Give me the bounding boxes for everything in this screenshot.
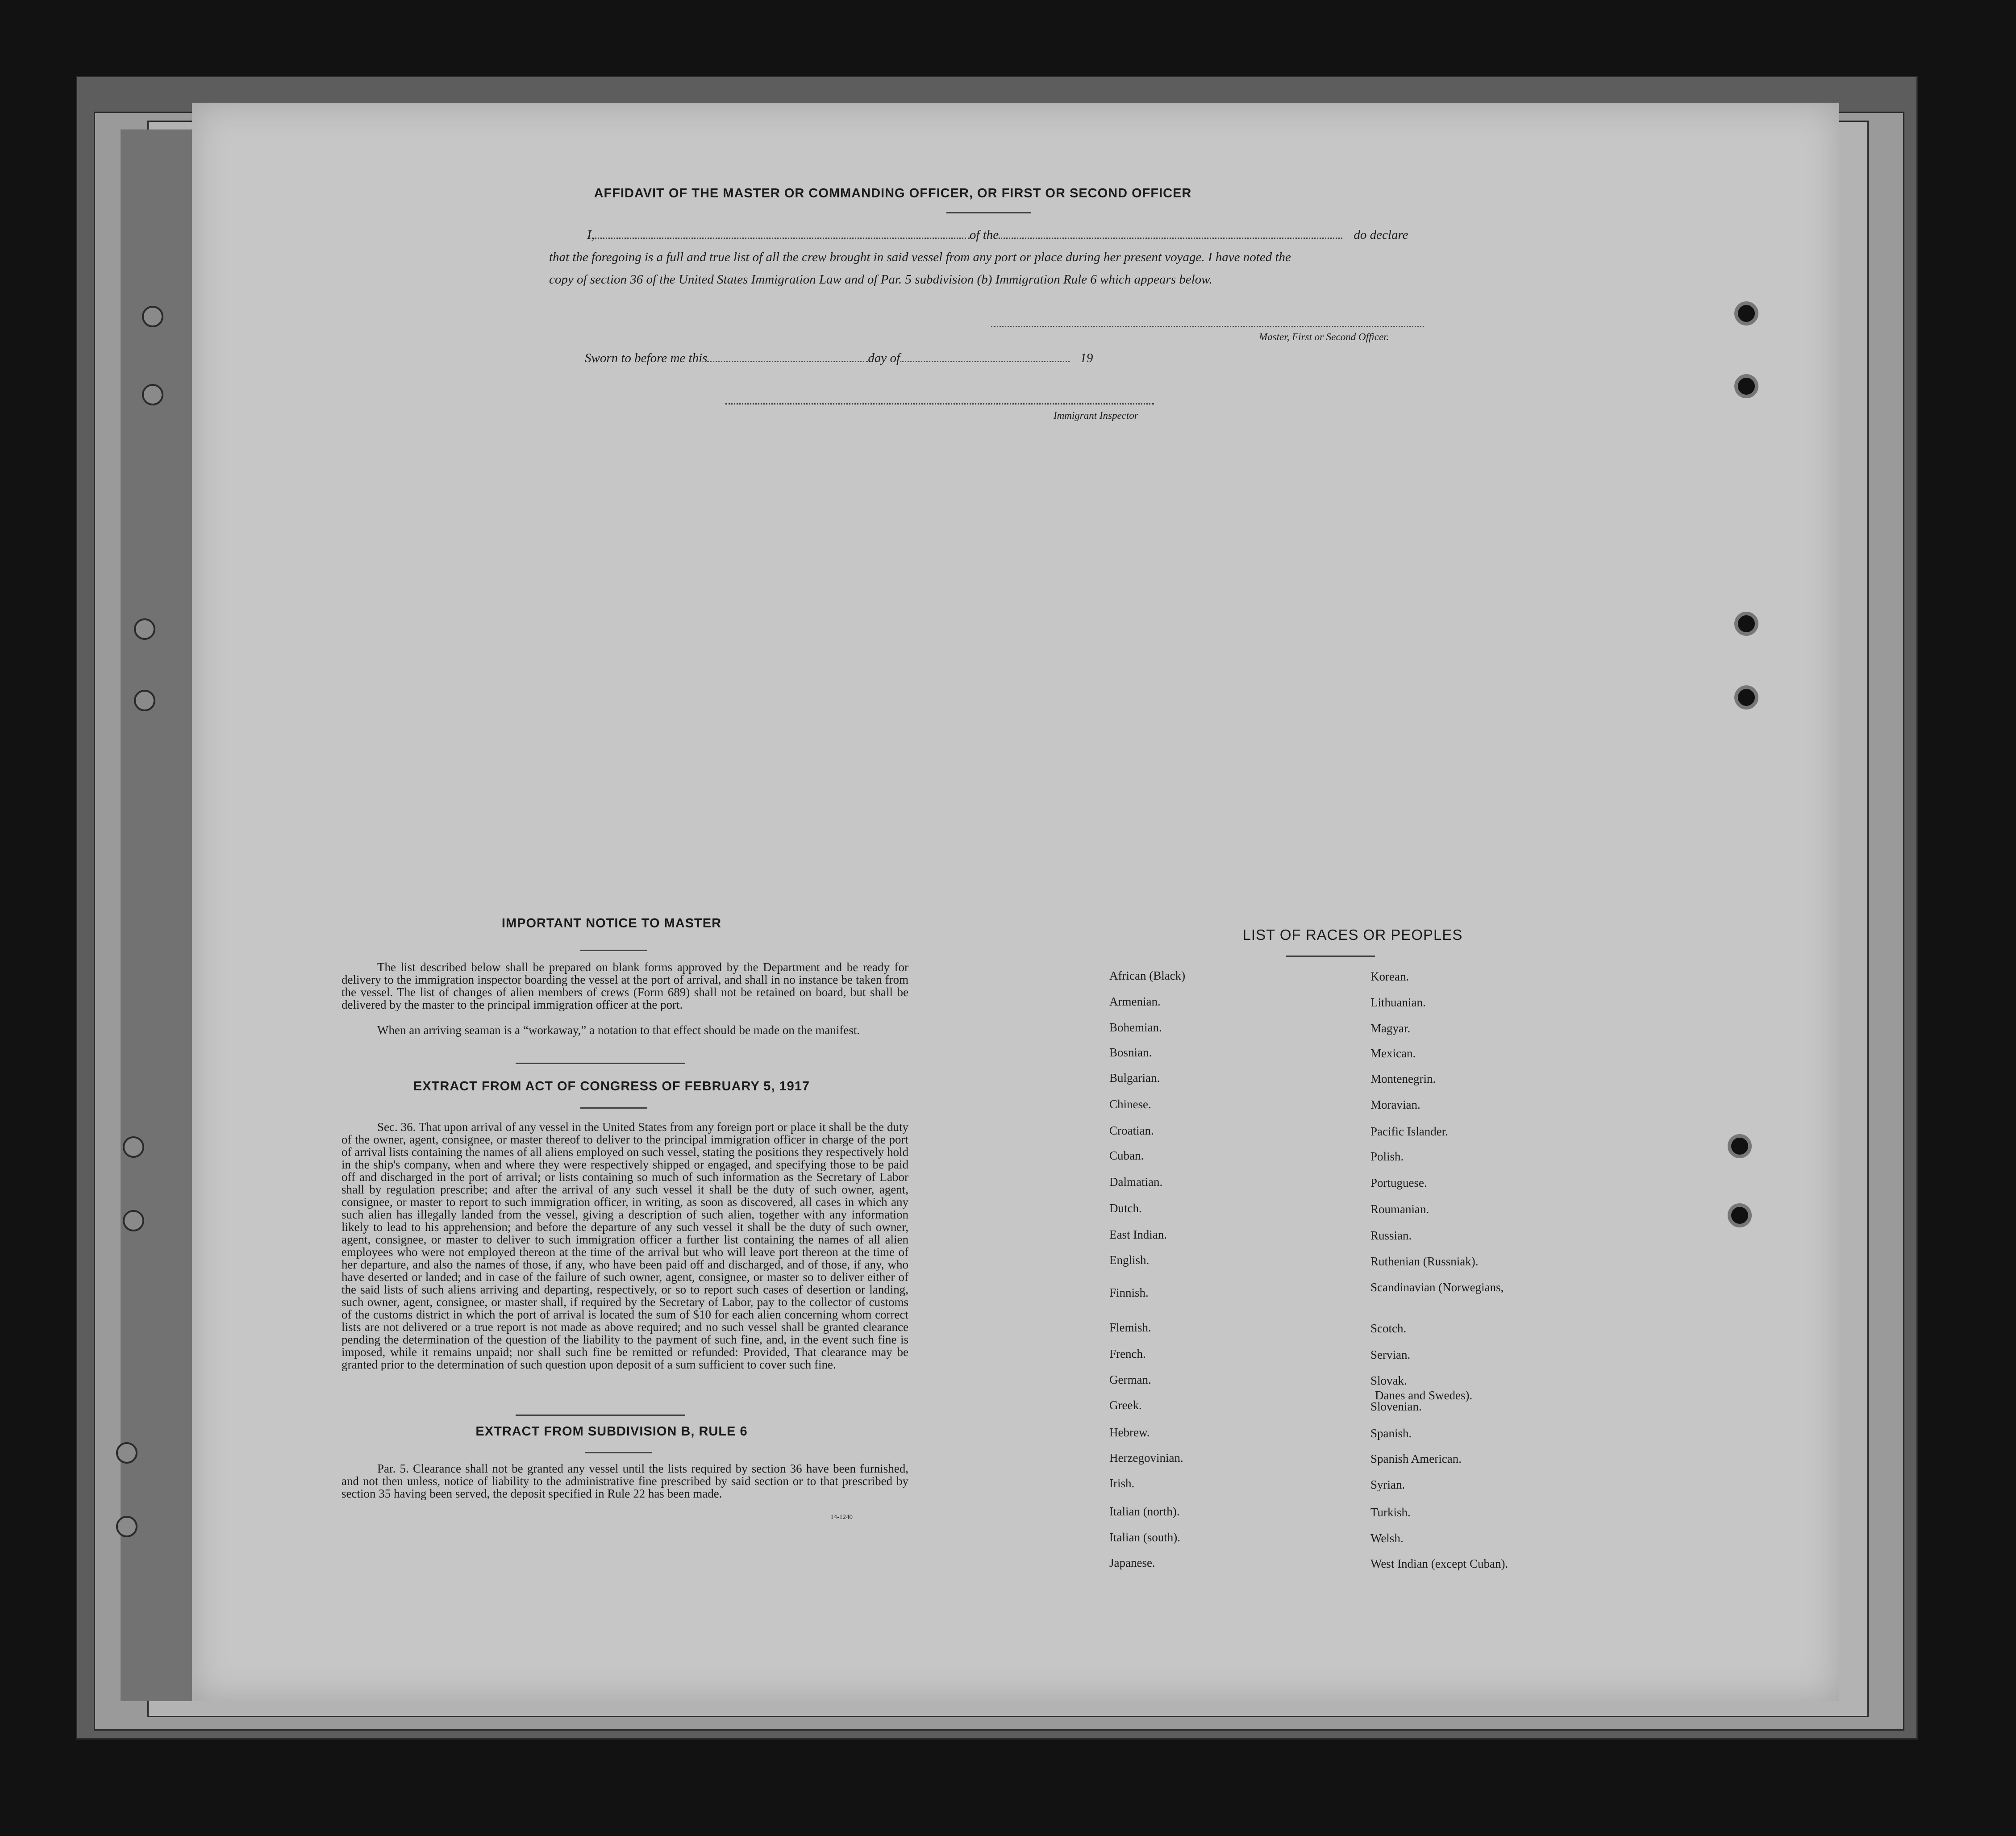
section-rule <box>516 1063 685 1064</box>
rivet <box>134 618 155 640</box>
punch-hole <box>1728 1203 1752 1227</box>
race-item: Scandinavian (Norwegians, <box>1370 1281 1504 1294</box>
punch-hole <box>1734 685 1758 709</box>
affidavit-line2: that the foregoing is a full and true list of all the crew brought in said vessel from any port or place during her present voyage. I have noted the <box>549 250 1291 264</box>
notice-para1: The list described below shall be prepared on blank forms approved by the Department and be ready for delivery to the immigration inspector boarding the vessel at the port of arrival, and shall in no instance be taken from the vessel. The list of changes of alien members of crews (Form 689) shall not be retained on board, but shall be delivered by the master to the principal immigration officer at the port. <box>342 960 908 1011</box>
inspector-line[interactable] <box>725 403 1154 405</box>
race-item: Bosnian. <box>1109 1046 1152 1059</box>
rivet <box>142 384 163 405</box>
race-item: Flemish. <box>1109 1321 1151 1334</box>
punch-hole <box>1734 301 1758 325</box>
sworn-prefix: Sworn to before me this <box>585 351 708 365</box>
race-item: Dalmatian. <box>1109 1175 1163 1189</box>
race-item: Portuguese. <box>1370 1176 1427 1189</box>
races-title: LIST OF RACES OR PEOPLES <box>1242 926 1463 943</box>
race-item: Greek. <box>1109 1398 1142 1412</box>
form-page <box>192 103 1839 1701</box>
race-item: Spanish American. <box>1370 1452 1462 1465</box>
title-rule <box>946 212 1031 213</box>
race-item: Ruthenian (Russniak). <box>1370 1255 1479 1268</box>
extract1-rule <box>580 1107 647 1109</box>
race-item: Mexican. <box>1370 1047 1416 1060</box>
signature-label: Master, First or Second Officer. <box>1259 331 1389 342</box>
punch-hole <box>1734 612 1758 636</box>
race-item: Cuban. <box>1109 1149 1144 1162</box>
race-item: Turkish. <box>1370 1506 1411 1519</box>
rivet <box>123 1210 144 1231</box>
binding-strip <box>121 129 199 1701</box>
race-item: West Indian (except Cuban). <box>1370 1557 1508 1570</box>
rivet <box>116 1442 137 1464</box>
race-item: French. <box>1109 1347 1146 1360</box>
race-item: Welsh. <box>1370 1531 1404 1545</box>
sworn-day-label: day of <box>868 351 900 365</box>
punch-hole <box>1734 374 1758 398</box>
race-item: Chinese. <box>1109 1097 1151 1111</box>
race-item: Irish. <box>1109 1477 1135 1490</box>
rivet <box>134 690 155 711</box>
extract2-rule <box>585 1452 652 1453</box>
race-item: Montenegrin. <box>1370 1072 1436 1085</box>
notice-title: IMPORTANT NOTICE TO MASTER <box>501 916 722 931</box>
race-item: Herzegovinian. <box>1109 1451 1183 1465</box>
race-item: Dutch. <box>1109 1202 1142 1215</box>
rivet <box>116 1516 137 1537</box>
race-item: English. <box>1109 1253 1150 1267</box>
affidavit-title: AFFIDAVIT OF THE MASTER OR COMMANDING OFFICER, OR FIRST OR SECOND OFFICER <box>594 186 1192 200</box>
race-item: Croatian. <box>1109 1124 1154 1137</box>
race-item: Pacific Islander. <box>1370 1125 1448 1138</box>
rule6-par5-text: Par. 5. Clearance shall not be granted any vessel until the lists required by section 36 have been furnished, and not then unless, notice of liability to the administrative fine prescribed by said section or to that prescribed by section 35 having been served, the deposit specified in Rule 22 has been made. <box>342 1462 908 1500</box>
inspector-label: Immigrant Inspector <box>1054 410 1138 421</box>
sworn-date-field[interactable] <box>707 361 868 362</box>
race-item: Italian (south). <box>1109 1531 1180 1544</box>
sworn-year: 19 <box>1080 351 1093 365</box>
race-item: Spanish. <box>1370 1427 1412 1440</box>
race-item: Scotch. <box>1370 1322 1407 1335</box>
affidavit-line1 <box>587 228 1422 242</box>
race-item: Danes and Swedes). <box>1375 1389 1473 1402</box>
notice-rule <box>580 950 647 951</box>
extract1-title: EXTRACT FROM ACT OF CONGRESS OF FEBRUARY 5, 1917 <box>413 1079 810 1093</box>
race-item: Roumanian. <box>1370 1202 1429 1216</box>
race-item: Magyar. <box>1370 1022 1411 1035</box>
race-item: African (Black) <box>1109 969 1186 982</box>
race-item: Bohemian. <box>1109 1021 1162 1034</box>
race-item: Korean. <box>1370 970 1409 983</box>
race-item: Italian (north). <box>1109 1505 1180 1518</box>
race-item: Polish. <box>1370 1150 1404 1163</box>
sworn-month-field[interactable] <box>900 361 1070 362</box>
races-rule <box>1286 956 1375 957</box>
race-item: Slovak. <box>1370 1374 1407 1387</box>
race-item: Russian. <box>1370 1229 1412 1242</box>
race-item: East Indian. <box>1109 1228 1167 1241</box>
race-item: Armenian. <box>1109 995 1161 1008</box>
section-36-text: Sec. 36. That upon arrival of any vessel in the United States from any foreign port or place it shall be the duty of the owner, agent, consignee, or master thereof to deliver to the principal immigration officer in charge of the port of arrival lists containing the names of all aliens employed on such vessel, stating the positions they respectively hold in the ship's company, when and where they were respectively shipped or engaged, and specifying those to be paid off and discharged in the port of arrival; or lists containing so much of such information as the Secretary of Labor shall by regulation prescribe; and after the arrival of any such vessel it shall be the duty of such owner, agent, consignee, or master to report to such immigration officer, in writing, as soon as discovered, all cases in which any such alien has illegally landed from the vessel, giving a description of such alien, together with any information likely to lead to his apprehension; and before the departure of any such vessel it shall be the duty of such owner, agent, consignee, or master to deliver to such immigration officer a further list containing the names of all alien employees who were not employed thereon at the time of the arrival but who will leave port thereon at the time of her departure, and also the names of those, if any, who have been paid off and discharged, and of those, if any, who have deserted or landed; and in case of the failure of such owner, agent, consignee, or master so to deliver either of the said lists of such aliens arriving and departing, respectively, or so to report such cases of desertion or landing, such owner, agent, consignee, or master shall, if required by the Secretary of Labor, pay to the collector of customs of the customs district in which the port of arrival is located the sum of $10 for each alien concerning whom correct lists are not delivered or a true report is not made as above required; and no such vessel shall be granted clearance pending the determination of the question of the liability to the payment of such fine, and, in the event such fine is imposed, while it remains unpaid; nor shall such fine be remitted or refunded: Provided, That clearance may be granted prior to the determination of such question upon deposit of a sum sufficient to cover such fine. <box>342 1120 908 1371</box>
race-item: Hebrew. <box>1109 1426 1150 1439</box>
race-item: Japanese. <box>1109 1556 1155 1569</box>
line1-suffix: do declare <box>1354 228 1408 242</box>
race-item: Moravian. <box>1370 1098 1420 1111</box>
section-rule <box>516 1415 685 1416</box>
race-item: Slovenian. <box>1370 1400 1422 1413</box>
notice-para2: When an arriving seaman is a “workaway,” a notation to that effect should be made on the manifest. <box>377 1023 860 1037</box>
extract2-title: EXTRACT FROM SUBDIVISION B, RULE 6 <box>475 1424 748 1439</box>
race-item: Syrian. <box>1370 1478 1405 1491</box>
race-item: Servian. <box>1370 1348 1411 1361</box>
race-item: Bulgarian. <box>1109 1071 1160 1085</box>
form-code: 14-1240 <box>830 1514 853 1521</box>
race-item: Finnish. <box>1109 1286 1149 1299</box>
master-name-field[interactable] <box>595 238 970 239</box>
sworn-line <box>585 351 1093 366</box>
line1-prefix: I, <box>587 228 595 242</box>
race-item: Lithuanian. <box>1370 996 1426 1009</box>
punch-hole <box>1728 1134 1752 1158</box>
signature-line[interactable] <box>991 326 1424 327</box>
race-item: German. <box>1109 1373 1151 1386</box>
rivet <box>123 1136 144 1158</box>
affidavit-line3: copy of section 36 of the United States Immigration Law and of Par. 5 subdivision (b) Immigration Rule 6 which appears below. <box>549 272 1212 287</box>
rivet <box>142 306 163 327</box>
vessel-name-field[interactable] <box>999 238 1342 239</box>
line1-mid: of the <box>969 228 999 242</box>
